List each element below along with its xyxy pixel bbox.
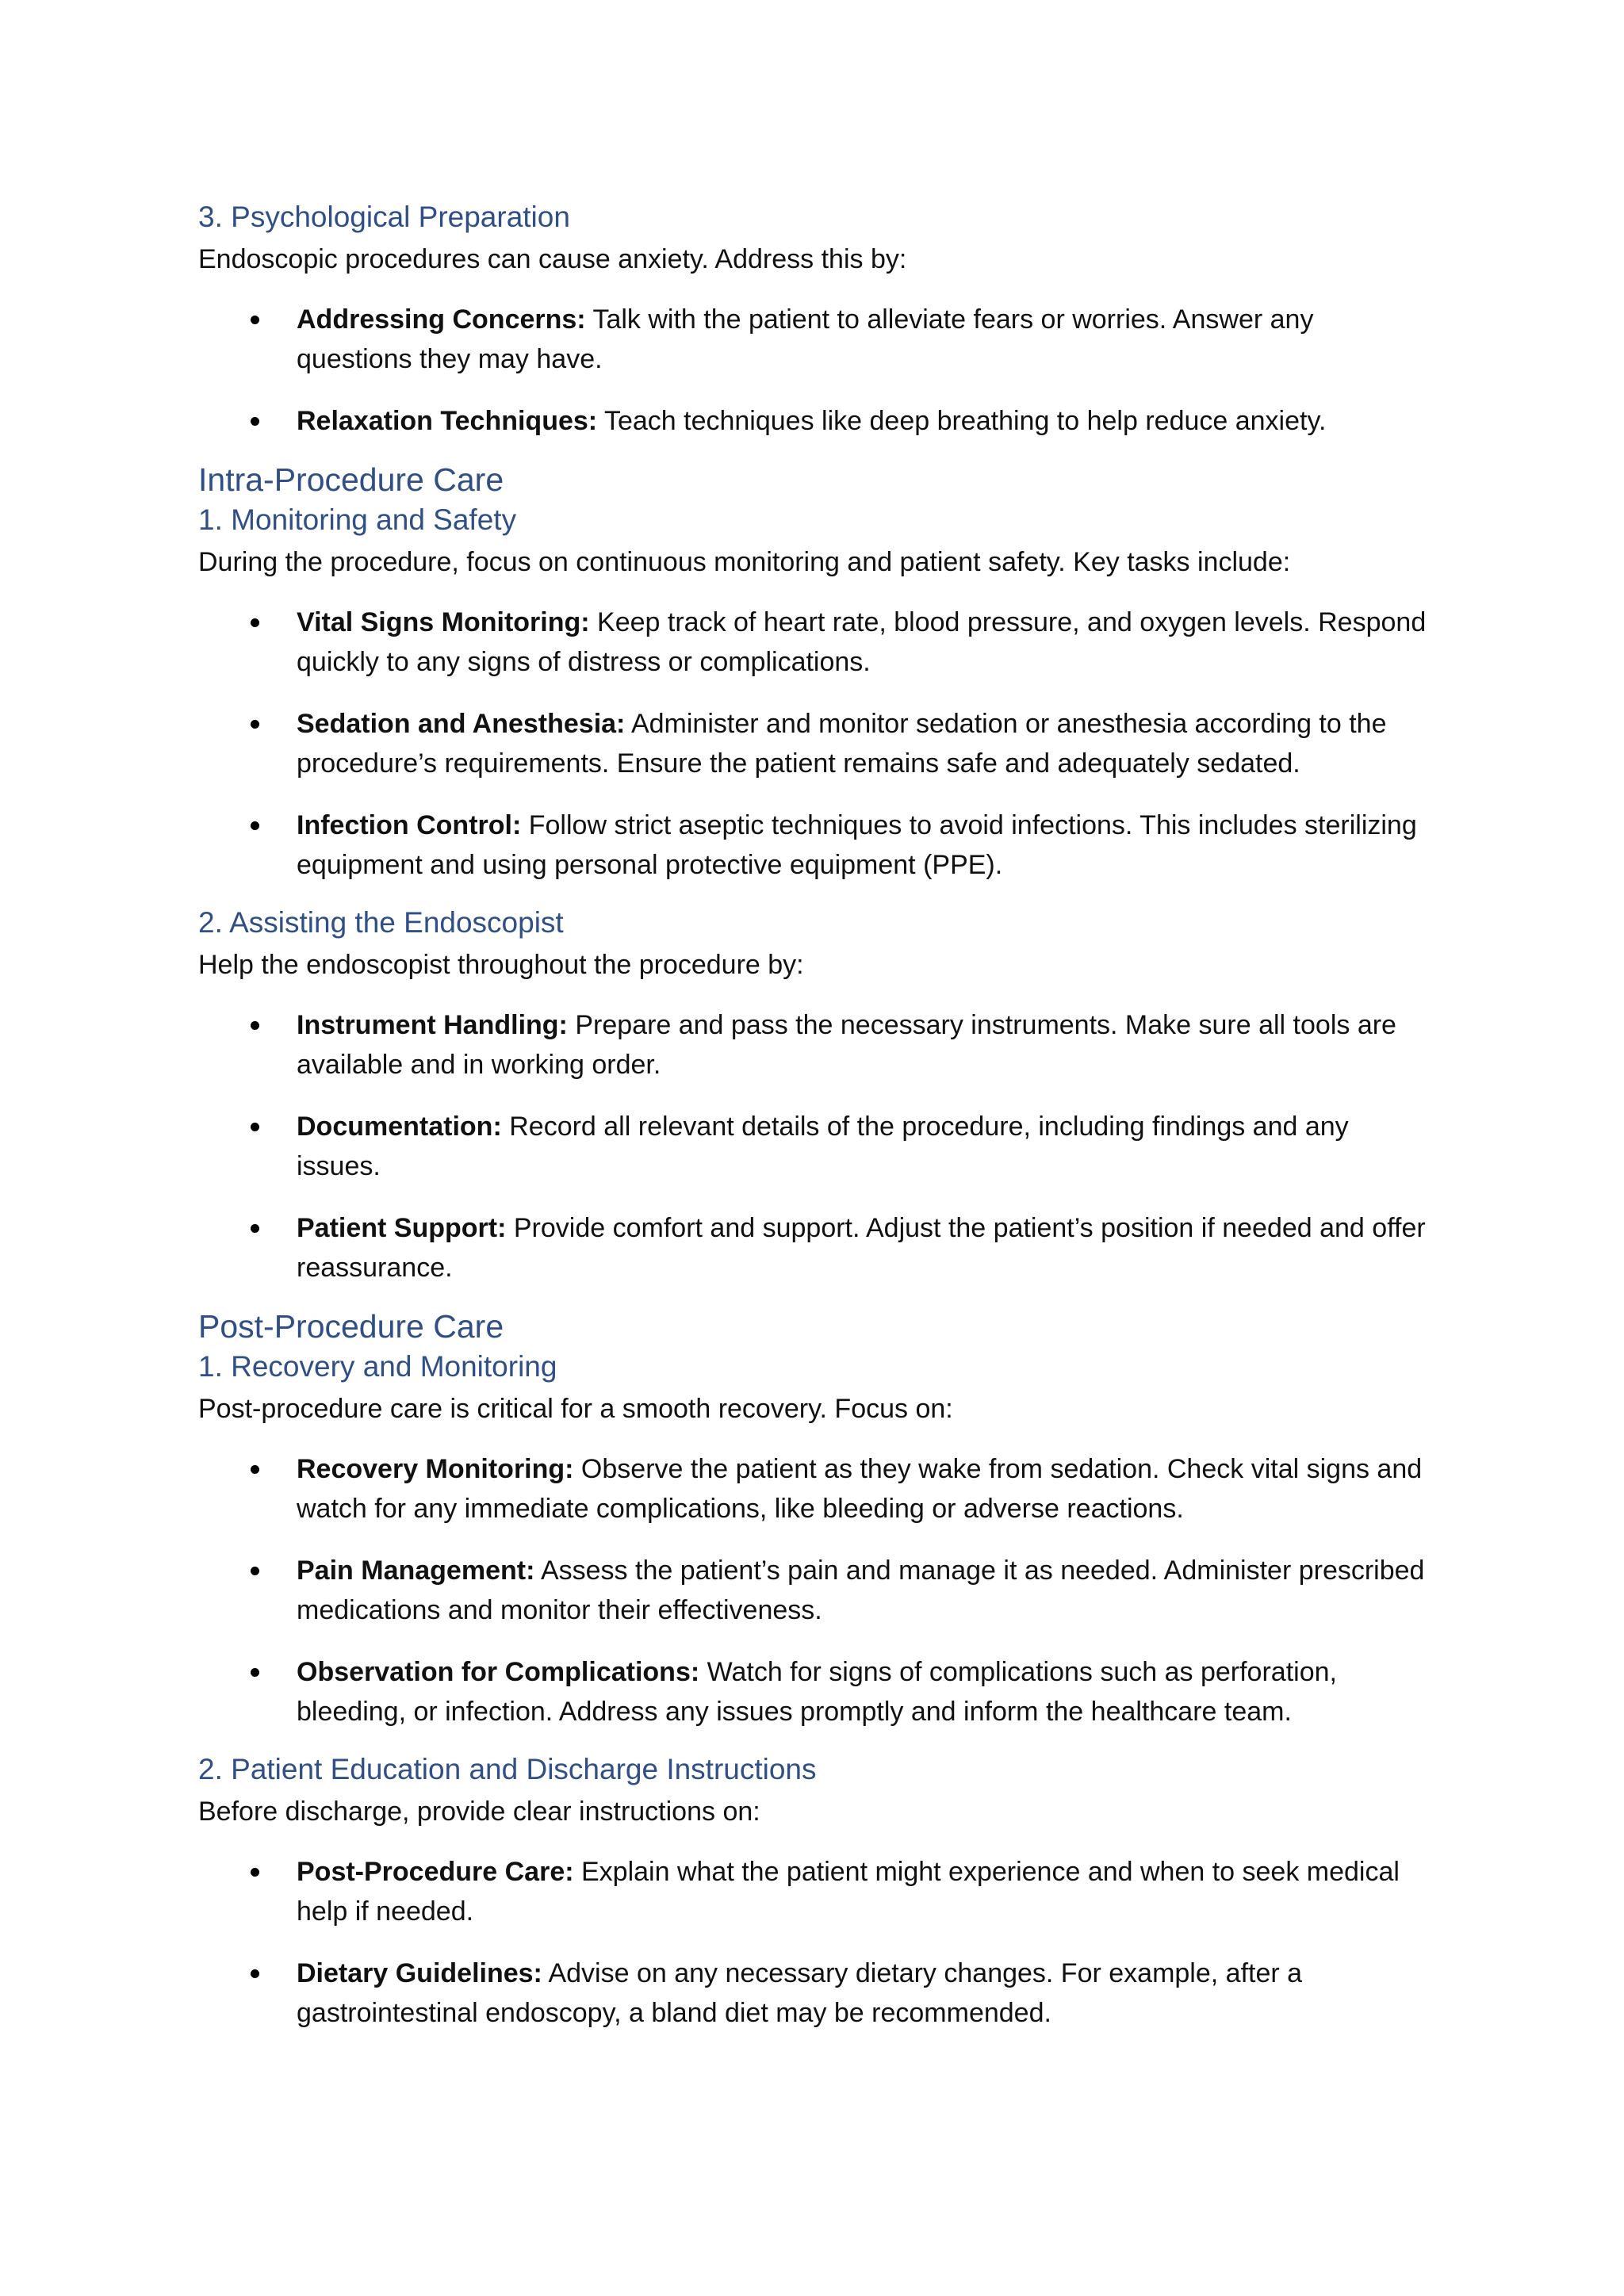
bullet-list <box>198 1449 1435 1732</box>
list-item-text: Prepare and pass the necessary instruments. Make sure all tools are available and in working order. <box>297 1010 1396 1080</box>
list-item-term: Vital Signs Monitoring: <box>297 607 590 637</box>
bullet-icon <box>251 1668 259 1677</box>
section-heading: 1. Recovery and Monitoring <box>198 1350 557 1383</box>
section-intro: Before discharge, provide clear instructions on: <box>198 1797 760 1827</box>
bullet-icon <box>251 1868 259 1877</box>
section-post-procedure-care <box>198 1307 1435 2033</box>
list-item <box>198 1954 1435 2033</box>
section-intro: Post-procedure care is critical for a smooth recovery. Focus on: <box>198 1394 953 1424</box>
list-item-term: Post-Procedure Care: <box>297 1857 574 1887</box>
bullet-icon <box>251 821 259 830</box>
list-item-term: Relaxation Techniques: <box>297 406 598 436</box>
bullet-icon <box>251 618 259 627</box>
list-item-term: Recovery Monitoring: <box>297 1454 574 1484</box>
list-item-text: Administer and monitor sedation or anesthesia according to the procedure’s requirements. Ensure the patient remains safe and adequately sedated. <box>297 709 1387 779</box>
list-item-term: Addressing Concerns: <box>297 304 586 335</box>
list-item-term: Dietary Guidelines: <box>297 1958 542 1988</box>
section-heading: 2. Patient Education and Discharge Instructions <box>198 1753 817 1785</box>
list-item <box>198 1107 1435 1186</box>
bullet-icon <box>251 1567 259 1575</box>
bullet-list <box>198 1005 1435 1288</box>
list-item-text: Explain what the patient might experience and when to seek medical help if needed. <box>297 1857 1400 1927</box>
list-item <box>198 1449 1435 1529</box>
list-item-text: Teach techniques like deep breathing to help reduce anxiety. <box>597 406 1327 436</box>
section-heading: 2. Assisting the Endoscopist <box>198 906 564 939</box>
list-item-term: Observation for Complications: <box>297 1657 700 1687</box>
list-item <box>198 806 1435 885</box>
section-intro: Help the endoscopist throughout the procedure by: <box>198 950 804 980</box>
list-item <box>198 1652 1435 1732</box>
bullet-list <box>198 1852 1435 2033</box>
list-item-text: Provide comfort and support. Adjust the patient’s position if needed and offer reassurance. <box>297 1213 1426 1283</box>
list-item-text: Follow strict aseptic techniques to avoid infections. This includes sterilizing equipment and using personal protective equipment (PPE). <box>297 810 1417 880</box>
list-item-term: Pain Management: <box>297 1556 535 1586</box>
section-intra-procedure-care <box>198 460 1435 1288</box>
bullet-icon <box>251 720 259 729</box>
list-item-term: Documentation: <box>297 1112 502 1142</box>
list-item-text: Advise on any necessary dietary changes. For example, after a gastrointestinal endoscopy, a bland diet may be recommended. <box>297 1958 1303 2028</box>
bullet-icon <box>251 417 259 426</box>
bullet-icon <box>251 1021 259 1030</box>
list-item <box>198 603 1435 682</box>
section-heading: 1. Monitoring and Safety <box>198 503 517 536</box>
list-item-term: Infection Control: <box>297 810 522 840</box>
list-item-text: Assess the patient’s pain and manage it as needed. Administer prescribed medications and monitor their effectiveness. <box>297 1556 1425 1625</box>
bullet-icon <box>251 1465 259 1474</box>
list-item-text: Keep track of heart rate, blood pressure, and oxygen levels. Respond quickly to any signs of distress or complications. <box>297 607 1427 677</box>
bullet-icon <box>251 1969 259 1978</box>
section-psychological-preparation <box>198 198 1435 441</box>
list-item <box>198 401 1435 441</box>
list-item-term: Instrument Handling: <box>297 1010 568 1040</box>
list-item <box>198 704 1435 783</box>
list-item <box>198 1005 1435 1085</box>
bullet-icon <box>251 1224 259 1233</box>
list-item-text: Record all relevant details of the procedure, including findings and any issues. <box>297 1112 1349 1181</box>
list-item-term: Patient Support: <box>297 1213 507 1243</box>
list-item-text: Observe the patient as they wake from sedation. Check vital signs and watch for any immediate complications, like bleeding or adverse reactions. <box>297 1454 1423 1524</box>
section-intro: During the procedure, focus on continuous monitoring and patient safety. Key tasks include: <box>198 547 1291 577</box>
list-item <box>198 1208 1435 1288</box>
bullet-icon <box>251 1123 259 1131</box>
list-item <box>198 300 1435 379</box>
list-item <box>198 1551 1435 1630</box>
section-intro: Endoscopic procedures can cause anxiety. Address this by: <box>198 244 907 274</box>
list-item-text: Watch for signs of complications such as perforation, bleeding, or infection. Address any issues promptly and inform the healthcare team. <box>297 1657 1337 1727</box>
section-heading: 3. Psychological Preparation <box>198 201 570 233</box>
list-item-text: Talk with the patient to alleviate fears or worries. Answer any questions they may have. <box>297 304 1314 374</box>
bullet-list <box>198 603 1435 885</box>
section-title: Post-Procedure Care <box>198 1308 504 1345</box>
list-item-term: Sedation and Anesthesia: <box>297 709 626 739</box>
bullet-icon <box>251 316 259 324</box>
section-title: Intra-Procedure Care <box>198 461 504 498</box>
list-item <box>198 1852 1435 1931</box>
bullet-list <box>198 300 1435 441</box>
document-page <box>198 198 1435 2052</box>
